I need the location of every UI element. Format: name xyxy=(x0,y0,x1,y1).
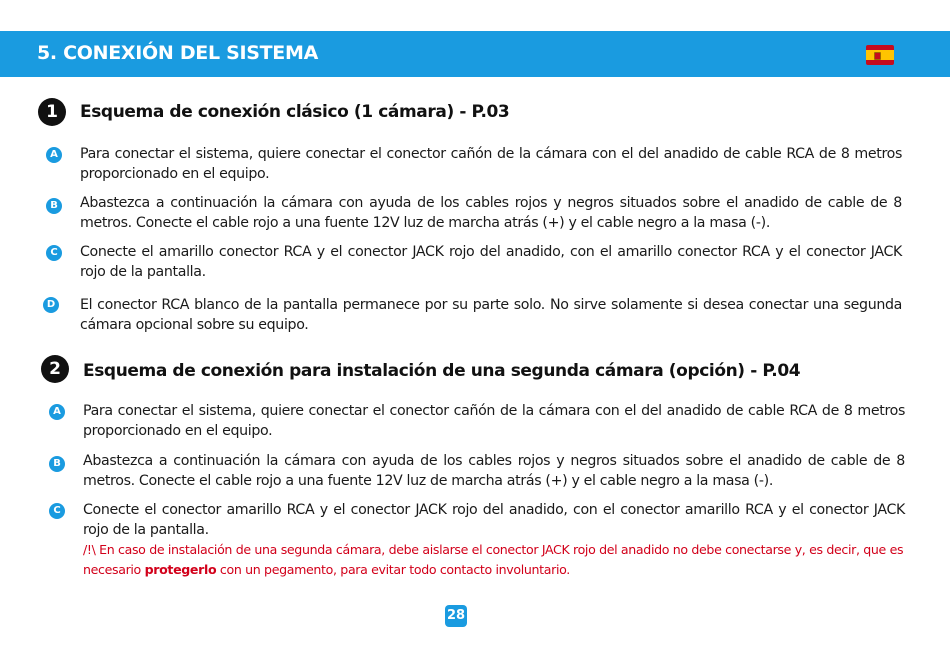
warning-suffix: con un pegamento, para evitar todo contacto involuntario. xyxy=(216,562,570,577)
header-bar xyxy=(0,31,950,77)
item-badge-2c: C xyxy=(49,503,65,519)
section-title-2: Esquema de conexión para instalación de una segunda cámara (opción) - P.04 xyxy=(83,361,801,381)
item-badge-1c: C xyxy=(46,245,62,261)
section-number-1: 1 xyxy=(38,98,66,126)
section-number-2: 2 xyxy=(41,355,69,383)
item-badge-1b: B xyxy=(46,198,62,214)
item-text-1c: Conecte el amarillo conector RCA y el conector JACK rojo del anadido, con el amarillo conector RCA y el conector JACK rojo de la pantalla. xyxy=(80,244,902,280)
flag-crest xyxy=(874,52,881,60)
item-badge-1d: D xyxy=(43,297,59,313)
item-text-1b: Abastezca a continuación la cámara con ayuda de los cables rojos y negros situados sobre el anadido de cable de 8 metros. Conecte el cable rojo a una fuente 12V luz de marcha atrás (+) y el cable negro a la masa (-). xyxy=(80,195,902,231)
item-badge-2a: A xyxy=(49,404,65,420)
item-text-2b: Abastezca a continuación la cámara con ayuda de los cables rojos y negros situados sobre el anadido de cable de 8 metros. Conecte el cable rojo a una fuente 12V luz de marcha atrás (+) y el cable negro a la masa (-). xyxy=(83,453,905,489)
item-badge-1a: A xyxy=(46,147,62,163)
item-text-2c: Conecte el conector amarillo RCA y el conector JACK rojo del anadido, con el conector amarillo RCA y el conector JACK rojo de la pantalla. xyxy=(83,502,905,538)
page-title: 5. CONEXIÓN DEL SISTEMA xyxy=(37,42,318,64)
item-text-1d: El conector RCA blanco de la pantalla permanece por su parte solo. No sirve solamente si desea conectar una segunda cámara opcional sobre su equipo. xyxy=(80,297,902,333)
item-text-1a: Para conectar el sistema, quiere conectar el conector cañón de la cámara con el del anadido de cable RCA de 8 metros proporcionado en el equipo. xyxy=(80,146,902,182)
warning-note xyxy=(83,540,905,580)
page-number: 28 xyxy=(445,605,467,627)
item-badge-2b: B xyxy=(49,456,65,472)
warning-bold: protegerlo xyxy=(144,562,217,577)
warning-prefix: /!\ En caso de instalación de una segunda cámara, debe aislarse el conector JACK rojo del anadido no debe conectarse y, es decir, que es necesario xyxy=(83,542,904,577)
section-title-1: Esquema de conexión clásico (1 cámara) - P.03 xyxy=(80,102,510,122)
item-text-2a: Para conectar el sistema, quiere conectar el conector cañón de la cámara con el del anadido de cable RCA de 8 metros proporcionado en el equipo. xyxy=(83,403,905,439)
spain-flag-icon xyxy=(866,45,894,65)
